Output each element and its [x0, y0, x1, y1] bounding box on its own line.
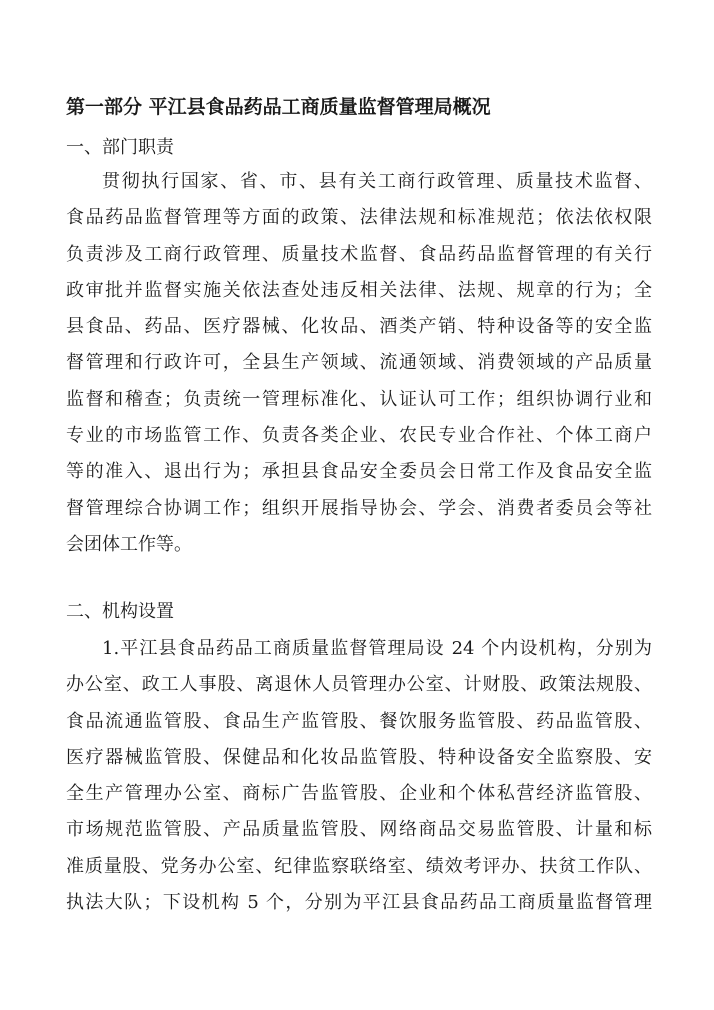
- paragraph-line: 贯彻执行国家、省、市、县有关工商行政管理、质量技术监督、: [102, 171, 652, 192]
- paragraph-duties: [66, 164, 652, 563]
- paragraph-line: 医疗器械监管股、保健品和化妆品监管股、特种设备安全监察股、安: [66, 746, 652, 768]
- part-title: 第一部分 平江县食品药品工商质量监督管理局概况: [66, 96, 491, 118]
- paragraph-line: 1.平江县食品药品工商质量监督管理局设 24 个内设机构，分别为: [102, 638, 652, 659]
- paragraph-line: 市场规范监管股、产品质量监管股、网络商品交易监管股、计量和标: [66, 819, 652, 841]
- section-heading-organization: 二、机构设置: [66, 601, 174, 622]
- paragraph-line: 政审批并监督实施关依法查处违反相关法律、法规、规章的行为；全: [66, 279, 652, 301]
- paragraph-line: 食品药品监督管理等方面的政策、法律法规和标准规范；依法依权限: [66, 207, 652, 229]
- paragraph-line: 办公室、政工人事股、离退休人员管理办公室、计财股、政策法规股、: [66, 674, 652, 696]
- paragraph-line: 负责涉及工商行政管理、质量技术监督、食品药品监督管理的有关行: [66, 243, 652, 265]
- paragraph-line: 督管理综合协调工作；组织开展指导协会、学会、消费者委员会等社: [66, 497, 652, 519]
- paragraph-line: 准质量股、党务办公室、纪律监察联络室、绩效考评办、扶贫工作队、: [66, 855, 652, 877]
- paragraph-organization: [66, 631, 652, 921]
- paragraph-line: 县食品、药品、医疗器械、化妆品、酒类产销、特种设备等的安全监: [66, 316, 652, 338]
- paragraph-line: 监督和稽查；负责统一管理标准化、认证认可工作；组织协调行业和: [66, 388, 652, 410]
- paragraph-line: 会团体工作等。: [66, 533, 192, 555]
- paragraph-line: 食品流通监管股、食品生产监管股、餐饮服务监管股、药品监管股、: [66, 710, 652, 732]
- paragraph-line: 全生产管理办公室、商标广告监管股、企业和个体私营经济监管股、: [66, 783, 652, 805]
- paragraph-line: 执法大队；下设机构 5 个，分别为平江县食品药品工商质量监督管理: [66, 892, 652, 914]
- section-heading-duties: 一、部门职责: [66, 137, 174, 158]
- paragraph-line: 等的准入、退出行为；承担县食品安全委员会日常工作及食品安全监: [66, 461, 652, 483]
- paragraph-line: 专业的市场监管工作、负责各类企业、农民专业合作社、个体工商户: [66, 425, 652, 447]
- paragraph-line: 督管理和行政许可，全县生产领域、流通领域、消费领域的产品质量: [66, 352, 652, 374]
